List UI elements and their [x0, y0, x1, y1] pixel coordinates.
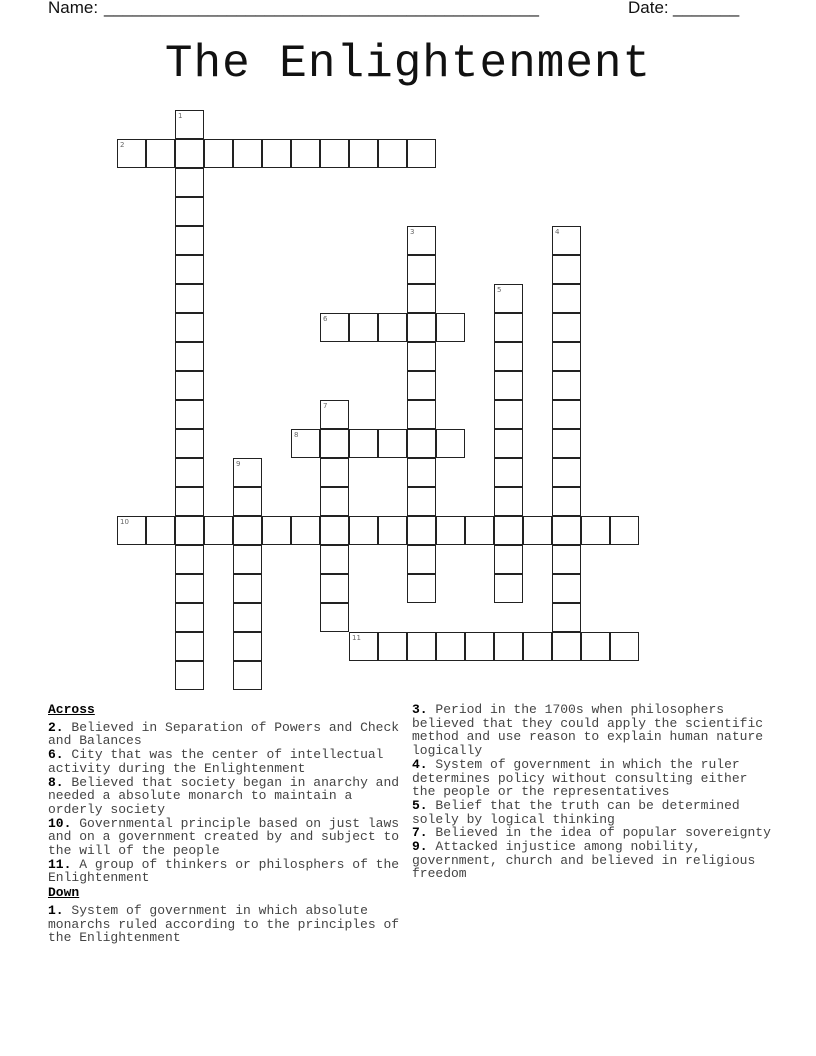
- cell-number: 6: [323, 315, 328, 323]
- crossword-cell[interactable]: [407, 342, 436, 371]
- crossword-cell[interactable]: [320, 313, 349, 342]
- crossword-cell[interactable]: [320, 603, 349, 632]
- clue-number: 1.: [48, 902, 64, 918]
- crossword-cell[interactable]: [552, 313, 581, 342]
- clue-text: Belief that the truth can be determined solely by logical thinking: [412, 797, 740, 827]
- clue-text: A group of thinkers or philosphers of the Enlightenment: [48, 856, 400, 886]
- clue-across-11: [48, 858, 408, 885]
- crossword-cell[interactable]: [552, 226, 581, 255]
- crossword-cell[interactable]: [552, 429, 581, 458]
- crossword-cell[interactable]: [175, 168, 204, 197]
- crossword-cell[interactable]: [175, 545, 204, 574]
- crossword-cell[interactable]: [349, 429, 378, 458]
- crossword-cell[interactable]: [407, 400, 436, 429]
- crossword-cell[interactable]: [175, 458, 204, 487]
- crossword-cell[interactable]: [610, 632, 639, 661]
- crossword-cell[interactable]: [262, 139, 291, 168]
- crossword-cell[interactable]: [378, 313, 407, 342]
- clue-number: 10.: [48, 815, 72, 831]
- crossword-cell[interactable]: [320, 400, 349, 429]
- crossword-cell[interactable]: [552, 400, 581, 429]
- date-field[interactable]: _______: [673, 0, 740, 17]
- cell-number: 8: [294, 431, 299, 439]
- crossword-cell[interactable]: [175, 284, 204, 313]
- crossword-cell[interactable]: [552, 516, 581, 545]
- crossword-cell[interactable]: [117, 516, 146, 545]
- crossword-cell[interactable]: [494, 284, 523, 313]
- cell-number: 7: [323, 402, 328, 410]
- cell-number: 11: [352, 634, 361, 642]
- cell-number: 4: [555, 228, 560, 236]
- crossword-cell[interactable]: [581, 632, 610, 661]
- crossword-cell[interactable]: [175, 574, 204, 603]
- crossword-cell[interactable]: [407, 284, 436, 313]
- crossword-cell[interactable]: [175, 226, 204, 255]
- name-label: Name:: [48, 0, 99, 17]
- crossword-cell[interactable]: [349, 139, 378, 168]
- clue-text: City that was the center of intellectual activity during the Enlightenment: [48, 747, 384, 776]
- crossword-cell[interactable]: [407, 313, 436, 342]
- crossword-cell[interactable]: [291, 516, 320, 545]
- crossword-cell[interactable]: [349, 632, 378, 661]
- crossword-cell[interactable]: [407, 632, 436, 661]
- crossword-cell[interactable]: [175, 342, 204, 371]
- cell-number: 10: [120, 518, 129, 526]
- crossword-cell[interactable]: [320, 429, 349, 458]
- crossword-cell[interactable]: [175, 110, 204, 139]
- across-heading: Across: [48, 702, 95, 717]
- clue-text: Believed in the idea of popular sovereignty: [435, 825, 771, 841]
- crossword-cell[interactable]: [552, 371, 581, 400]
- date-label: Date:: [628, 0, 669, 17]
- clue-number: 9.: [412, 839, 428, 855]
- clue-number: 7.: [412, 825, 428, 841]
- down-heading: Down: [48, 885, 80, 901]
- crossword-cell[interactable]: [407, 574, 436, 603]
- clue-down-1: [48, 904, 408, 945]
- crossword-cell[interactable]: [175, 197, 204, 226]
- crossword-cell[interactable]: [175, 603, 204, 632]
- cell-number: 1: [178, 112, 183, 120]
- crossword-cell[interactable]: [320, 545, 349, 574]
- clue-down-4: [412, 758, 772, 799]
- crossword-cell[interactable]: [320, 516, 349, 545]
- clues-right-column: [412, 703, 772, 881]
- crossword-cell[interactable]: [349, 516, 378, 545]
- crossword-cell[interactable]: [378, 632, 407, 661]
- clue-across-2: [48, 721, 408, 748]
- crossword-cell[interactable]: [610, 516, 639, 545]
- crossword-cell[interactable]: [320, 458, 349, 487]
- crossword-cell[interactable]: [175, 632, 204, 661]
- crossword-cell[interactable]: [262, 516, 291, 545]
- crossword-cell[interactable]: [233, 661, 262, 690]
- crossword-cell[interactable]: [494, 400, 523, 429]
- crossword-cell[interactable]: [581, 516, 610, 545]
- clue-text: Period in the 1700s when philosophers believed that they could apply the scientific method and use reason to explain human nature logically: [412, 702, 764, 759]
- crossword-cell[interactable]: [233, 632, 262, 661]
- crossword-cell[interactable]: [494, 429, 523, 458]
- clues-left-column: [48, 703, 408, 945]
- crossword-cell[interactable]: [233, 516, 262, 545]
- crossword-cell[interactable]: [552, 545, 581, 574]
- crossword-cell[interactable]: [204, 516, 233, 545]
- crossword-cell[interactable]: [407, 255, 436, 284]
- clue-number: 3.: [412, 702, 428, 717]
- crossword-cell[interactable]: [494, 458, 523, 487]
- crossword-cell[interactable]: [407, 545, 436, 574]
- clue-down-7: [412, 826, 772, 840]
- clue-number: 4.: [412, 756, 428, 772]
- clue-across-6: [48, 748, 408, 775]
- clue-text: Attacked injustice among nobility, government, church and believed in religious freedom: [412, 839, 756, 882]
- crossword-cell[interactable]: [552, 458, 581, 487]
- clue-number: 11.: [48, 856, 72, 872]
- crossword-cell[interactable]: [552, 574, 581, 603]
- crossword-cell[interactable]: [407, 487, 436, 516]
- cell-number: 3: [410, 228, 415, 236]
- crossword-cell[interactable]: [494, 487, 523, 516]
- crossword-cell[interactable]: [552, 284, 581, 313]
- clue-text: Governmental principle based on just laws and on a government created by and subject to the will of the people: [48, 815, 400, 859]
- crossword-cell[interactable]: [175, 400, 204, 429]
- clue-down-3: [412, 703, 772, 758]
- crossword-cell[interactable]: [436, 632, 465, 661]
- crossword-cell[interactable]: [494, 342, 523, 371]
- crossword-cell[interactable]: [494, 313, 523, 342]
- clue-across-10: [48, 817, 408, 858]
- crossword-cell[interactable]: [175, 313, 204, 342]
- crossword-cell[interactable]: [378, 139, 407, 168]
- crossword-cell[interactable]: [204, 139, 233, 168]
- crossword-cell[interactable]: [320, 139, 349, 168]
- crossword-cell[interactable]: [175, 371, 204, 400]
- crossword-cell[interactable]: [175, 255, 204, 284]
- clue-down-5: [412, 799, 772, 826]
- crossword-cell[interactable]: [552, 342, 581, 371]
- clue-text: Believed that society began in anarchy and needed a absolute monarch to maintain a orderly society: [48, 774, 400, 817]
- crossword-cell[interactable]: [233, 574, 262, 603]
- crossword-cell[interactable]: [436, 429, 465, 458]
- clue-text: System of government in which the ruler determines policy without consulting either the people or the representatives: [412, 756, 748, 800]
- clue-number: 2.: [48, 719, 64, 735]
- crossword-cell[interactable]: [175, 487, 204, 516]
- crossword-cell[interactable]: [494, 574, 523, 603]
- crossword-cell[interactable]: [233, 603, 262, 632]
- crossword-cell[interactable]: [175, 661, 204, 690]
- clue-text: Believed in Separation of Powers and Check and Balances: [48, 719, 400, 749]
- cell-number: 5: [497, 286, 502, 294]
- clue-number: 8.: [48, 774, 64, 790]
- crossword-cell[interactable]: [494, 371, 523, 400]
- crossword-cell[interactable]: [233, 458, 262, 487]
- crossword-cell[interactable]: [378, 516, 407, 545]
- crossword-cell[interactable]: [494, 516, 523, 545]
- crossword-cell[interactable]: [175, 429, 204, 458]
- cell-number: 2: [120, 141, 125, 149]
- crossword-cell[interactable]: [494, 632, 523, 661]
- crossword-cell[interactable]: [436, 313, 465, 342]
- crossword-cell[interactable]: [465, 632, 494, 661]
- crossword-cell[interactable]: [552, 487, 581, 516]
- cell-number: 9: [236, 460, 241, 468]
- clue-text: System of government in which absolute monarchs ruled according to the principles of the Enlightenment: [48, 902, 400, 946]
- crossword-cell[interactable]: [117, 139, 146, 168]
- crossword-cell[interactable]: [407, 516, 436, 545]
- crossword-cell[interactable]: [552, 255, 581, 284]
- crossword-cell[interactable]: [552, 632, 581, 661]
- crossword-cell[interactable]: [407, 139, 436, 168]
- crossword-cell[interactable]: [465, 516, 494, 545]
- crossword-cell[interactable]: [407, 429, 436, 458]
- crossword-cell[interactable]: [175, 139, 204, 168]
- crossword-cell[interactable]: [175, 516, 204, 545]
- clue-across-8: [48, 776, 408, 817]
- crossword-cell[interactable]: [233, 139, 262, 168]
- crossword-cell[interactable]: [146, 516, 175, 545]
- clue-down-9: [412, 840, 772, 881]
- crossword-cell[interactable]: [552, 603, 581, 632]
- crossword-cell[interactable]: [494, 545, 523, 574]
- clue-number: 6.: [48, 747, 64, 763]
- clue-number: 5.: [412, 797, 428, 813]
- crossword-cell[interactable]: [378, 429, 407, 458]
- crossword-cell[interactable]: [233, 487, 262, 516]
- crossword-cell[interactable]: [436, 516, 465, 545]
- crossword-cell[interactable]: [407, 371, 436, 400]
- page-title: The Enlightenment: [164, 38, 652, 90]
- crossword-cell[interactable]: [291, 429, 320, 458]
- crossword-cell[interactable]: [146, 139, 175, 168]
- name-field[interactable]: ______________________________________________: [104, 0, 539, 17]
- crossword-cell[interactable]: [349, 313, 378, 342]
- crossword-cell[interactable]: [233, 545, 262, 574]
- crossword-cell[interactable]: [407, 226, 436, 255]
- crossword-cell[interactable]: [320, 487, 349, 516]
- crossword-cell[interactable]: [523, 632, 552, 661]
- crossword-cell[interactable]: [523, 516, 552, 545]
- crossword-cell[interactable]: [320, 574, 349, 603]
- crossword-cell[interactable]: [291, 139, 320, 168]
- crossword-cell[interactable]: [407, 458, 436, 487]
